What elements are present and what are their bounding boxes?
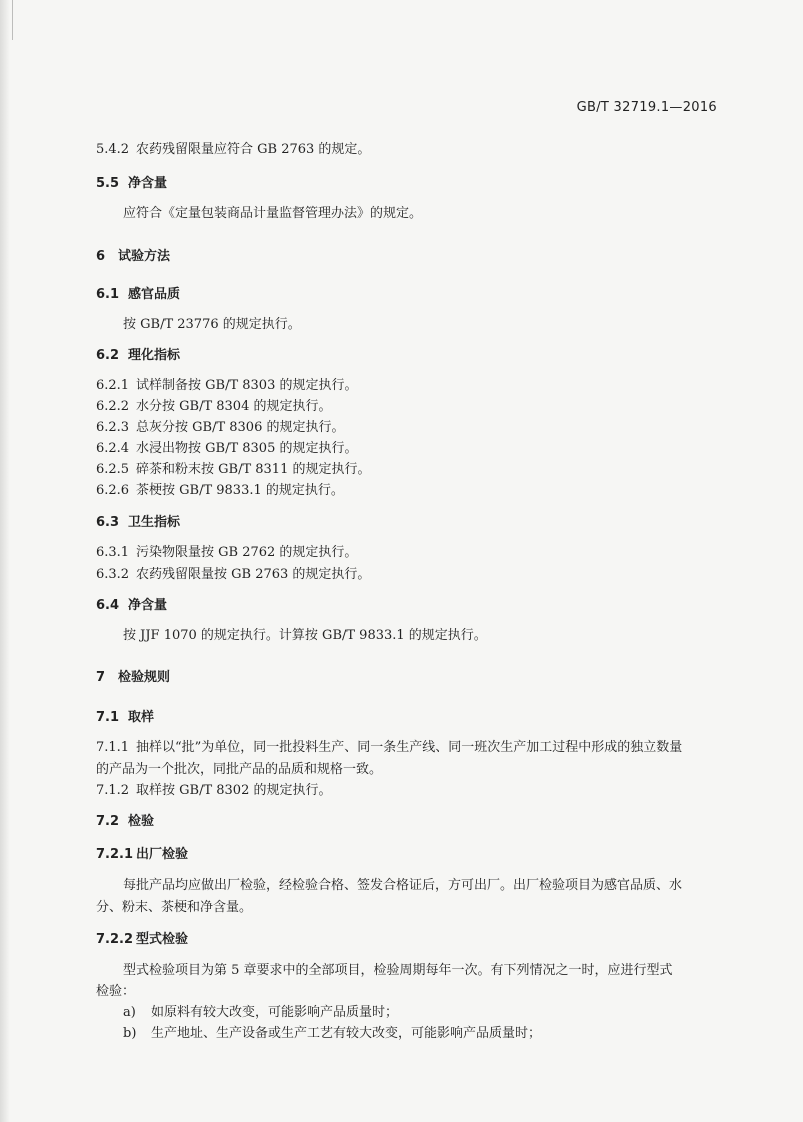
scan-edge — [0, 0, 10, 1122]
list-item-a: a) 如原料有较大改变，可能影响产品质量时； — [123, 1005, 399, 1020]
paragraph-6-4: 按 JJF 1070 的规定执行。计算按 GB/T 9833.1 的规定执行。 — [123, 628, 487, 643]
clause-7-1-1-cont: 的产品为一个批次，同批产品的品质和规格一致。 — [96, 762, 383, 777]
clause-6-2-1: 6.2.1 试样制备按 GB/T 8303 的规定执行。 — [96, 378, 358, 393]
list-item-b: b) 生产地址、生产设备或生产工艺有较大改变，可能影响产品质量时； — [123, 1026, 542, 1041]
heading-7: 7 检验规则 — [96, 670, 171, 685]
paragraph-7-2-2-line1: 型式检验项目为第 5 章要求中的全部项目，检验周期每年一次。有下列情况之一时，应进行型式 — [123, 963, 673, 978]
paragraph-7-2-1-line2: 分、粉末、茶梗和净含量。 — [96, 900, 253, 915]
heading-7-2-1: 7.2.1 出厂检验 — [96, 847, 189, 862]
heading-5-5: 5.5 净含量 — [96, 176, 168, 191]
heading-6-3: 6.3 卫生指标 — [96, 515, 181, 530]
clause-6-2-3: 6.2.3 总灰分按 GB/T 8306 的规定执行。 — [96, 420, 345, 435]
clause-5-4-2: 5.4.2 农药残留限量应符合 GB 2763 的规定。 — [96, 142, 371, 157]
document-code: GB/T 32719.1—2016 — [576, 100, 717, 115]
clause-6-2-4: 6.2.4 水浸出物按 GB/T 8305 的规定执行。 — [96, 441, 358, 456]
paragraph-6-1: 按 GB/T 23776 的规定执行。 — [123, 317, 301, 332]
heading-7-2: 7.2 检验 — [96, 814, 155, 829]
heading-7-2-2: 7.2.2 型式检验 — [96, 932, 189, 947]
paragraph-7-2-1-line1: 每批产品均应做出厂检验，经检验合格、签发合格证后，方可出厂。出厂检验项目为感官品质、水 — [123, 878, 683, 893]
heading-7-1: 7.1 取样 — [96, 710, 155, 725]
heading-6-2: 6.2 理化指标 — [96, 348, 181, 363]
clause-6-3-1: 6.3.1 污染物限量按 GB 2762 的规定执行。 — [96, 545, 358, 560]
clause-6-2-5: 6.2.5 碎茶和粉末按 GB/T 8311 的规定执行。 — [96, 462, 371, 477]
clause-6-2-2: 6.2.2 水分按 GB/T 8304 的规定执行。 — [96, 399, 332, 414]
heading-6-4: 6.4 净含量 — [96, 598, 168, 613]
paragraph-5-5: 应符合《定量包装商品计量监督管理办法》的规定。 — [123, 206, 423, 221]
clause-7-1-2: 7.1.2 取样按 GB/T 8302 的规定执行。 — [96, 783, 332, 798]
paragraph-7-2-2-line2: 检验： — [96, 984, 136, 999]
heading-6-1: 6.1 感官品质 — [96, 287, 181, 302]
scan-mark — [12, 0, 21, 40]
clause-6-3-2: 6.3.2 农药残留限量按 GB 2763 的规定执行。 — [96, 567, 371, 582]
clause-7-1-1: 7.1.1 抽样以“批”为单位，同一批投料生产、同一条生产线、同一班次生产加工过程中形成的独立数量 — [96, 740, 683, 755]
clause-6-2-6: 6.2.6 茶梗按 GB/T 9833.1 的规定执行。 — [96, 483, 344, 498]
heading-6: 6 试验方法 — [96, 249, 171, 264]
